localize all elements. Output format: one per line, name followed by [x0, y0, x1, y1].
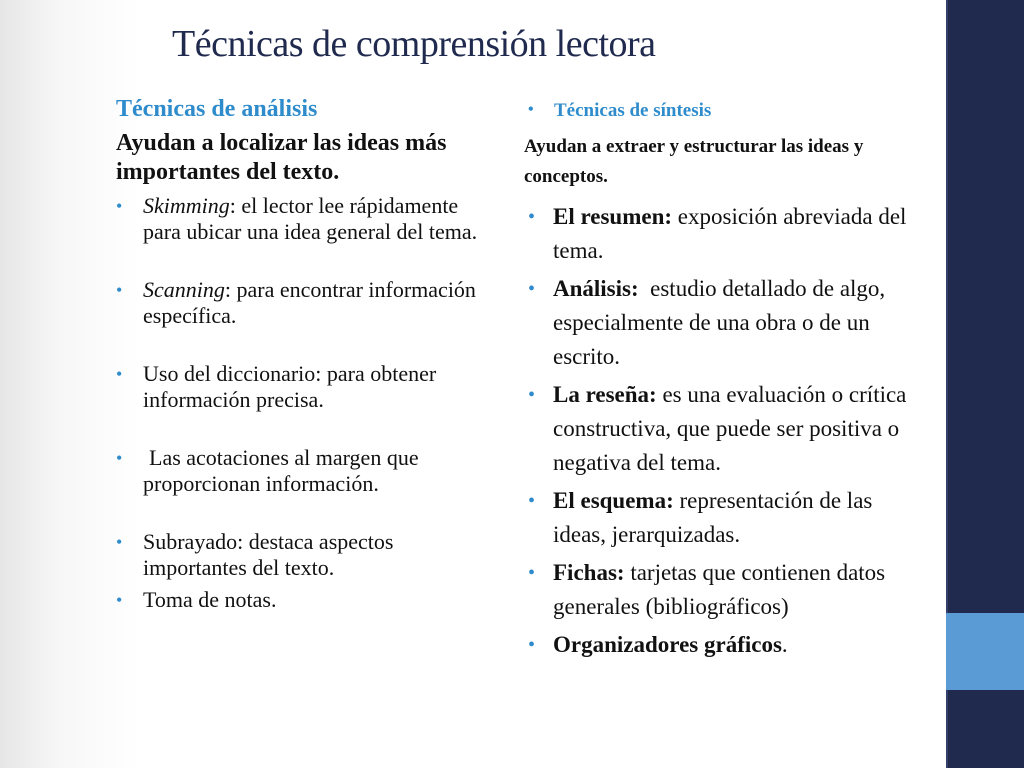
bullet-icon: •	[116, 280, 123, 300]
bullet-icon: •	[528, 634, 536, 656]
list-item	[116, 361, 496, 413]
list-item	[524, 200, 924, 268]
list-item	[116, 193, 496, 245]
bullet-icon: •	[528, 206, 536, 228]
item-text: Toma de notas.	[143, 587, 277, 612]
item-text: representación de las ideas, jerarquizadas.	[553, 488, 873, 547]
list-item	[116, 445, 496, 497]
item-term: Análisis:	[553, 276, 639, 301]
right-column	[524, 92, 924, 666]
synthesis-heading	[524, 100, 924, 122]
item-text: tarjetas que contienen datos generales (bibliográficos)	[553, 560, 886, 619]
item-text: Las acotaciones al margen que proporcionan información.	[143, 445, 419, 496]
item-term: El resumen:	[553, 204, 673, 229]
bullet-icon: •	[116, 590, 123, 610]
bullet-icon: •	[528, 562, 536, 584]
slide-title: Técnicas de comprensión lectora	[172, 23, 656, 65]
item-term: Scanning	[143, 277, 225, 302]
item-term: Fichas:	[553, 560, 625, 585]
item-text: .	[781, 632, 788, 657]
list-item	[524, 378, 924, 480]
bullet-icon: •	[528, 278, 536, 300]
list-item	[116, 587, 496, 613]
item-text: Subrayado: destaca aspectos importantes del texto.	[143, 529, 394, 580]
list-item	[524, 628, 924, 662]
bullet-icon: •	[528, 101, 534, 118]
left-column	[116, 92, 496, 619]
bullet-icon: •	[116, 196, 123, 216]
side-bar-accent	[946, 613, 1024, 690]
bullet-icon: •	[116, 532, 123, 552]
item-text: Uso del diccionario: para obtener información precisa.	[143, 361, 437, 412]
bullet-icon: •	[528, 490, 536, 512]
item-term: Organizadores gráficos	[553, 632, 782, 657]
item-text: exposición abreviada del tema.	[553, 204, 907, 263]
bullet-icon: •	[528, 384, 536, 406]
bullet-icon: •	[116, 364, 123, 384]
list-item	[524, 272, 924, 374]
item-text: estudio detallado de algo, especialmente de una obra o de un escrito.	[553, 276, 891, 369]
item-term: El esquema:	[553, 488, 674, 513]
bullet-icon: •	[116, 448, 123, 468]
analysis-heading: Técnicas de análisis	[116, 96, 318, 122]
list-item	[116, 277, 496, 329]
side-bar	[946, 0, 1024, 768]
synthesis-list	[524, 200, 924, 662]
item-text: : el lector lee rápidamente para ubicar una idea general del tema.	[143, 193, 478, 244]
item-term: La reseña:	[553, 382, 657, 407]
synthesis-intro: Ayudan a extraer y estructurar las ideas y conceptos.	[524, 136, 864, 187]
synthesis-heading-text: Técnicas de síntesis	[554, 100, 712, 121]
list-item	[524, 484, 924, 552]
analysis-list	[116, 193, 496, 613]
list-item	[524, 556, 924, 624]
item-text: es una evaluación o crítica constructiva, que puede ser positiva o negativa del tema.	[553, 382, 907, 475]
analysis-intro: Ayudan a localizar las ideas más importantes del texto.	[116, 130, 447, 185]
item-text: : para encontrar información específica.	[143, 277, 476, 328]
list-item	[116, 529, 496, 581]
item-term: Skimming	[143, 193, 230, 218]
